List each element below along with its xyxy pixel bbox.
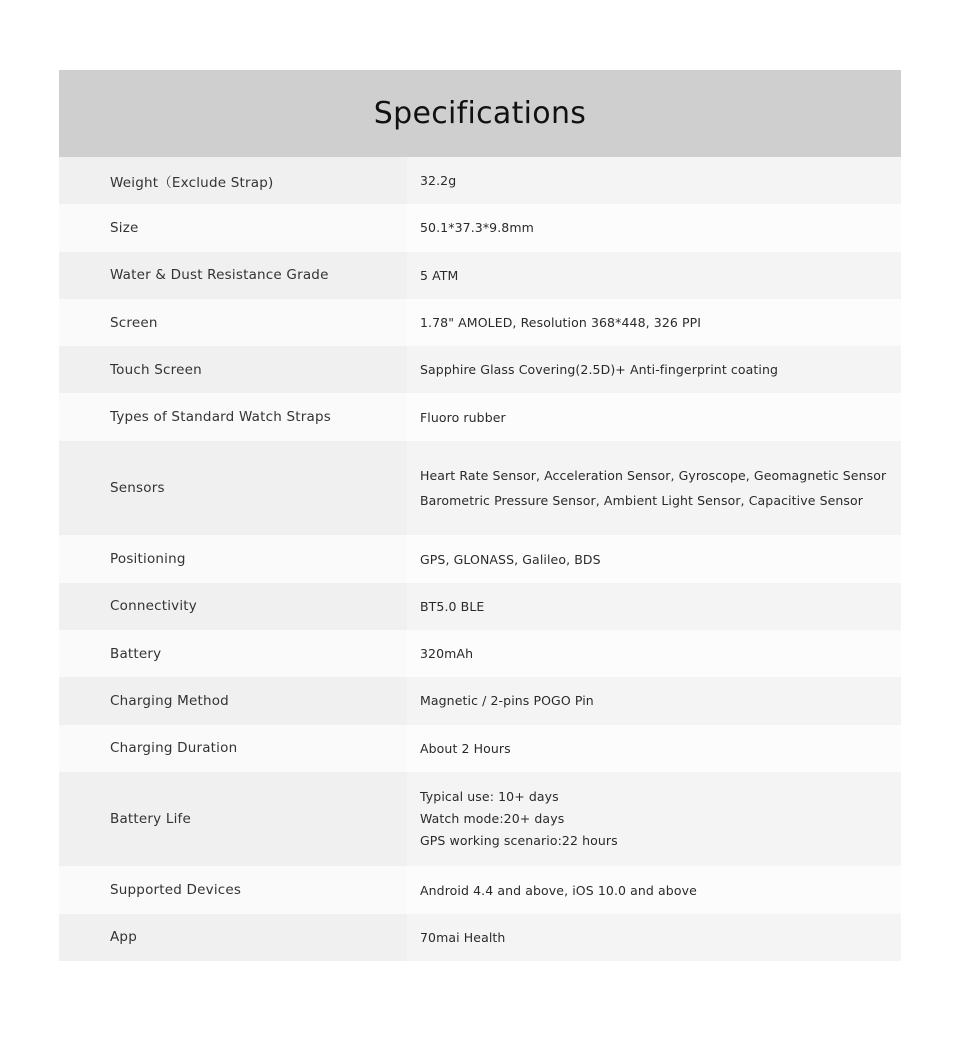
spec-value-cell	[407, 299, 901, 346]
spec-label: Size	[110, 219, 139, 236]
spec-label: App	[110, 929, 137, 946]
spec-label-cell	[59, 299, 407, 346]
spec-row-water-resistance	[59, 252, 901, 299]
spec-value-line: Heart Rate Sensor, Acceleration Sensor, Gyroscope, Geomagnetic Sensor	[420, 468, 887, 484]
spec-label-cell	[59, 583, 407, 630]
spec-label: Supported Devices	[110, 882, 242, 899]
spec-label: Screen	[110, 314, 158, 331]
spec-value: BT5.0 BLE	[420, 598, 485, 614]
spec-value: 50.1*37.3*9.8mm	[420, 220, 534, 236]
spec-row-weight	[59, 157, 901, 204]
spec-label: Weight（Exclude Strap)	[110, 174, 274, 191]
spec-label-cell	[59, 157, 407, 204]
spec-row-battery	[59, 630, 901, 677]
spec-value: 70mai Health	[420, 929, 506, 945]
spec-value: 1.78" AMOLED, Resolution 368*448, 326 PPI	[420, 315, 702, 331]
spec-value: GPS, GLONASS, Galileo, BDS	[420, 551, 601, 567]
spec-row-supported-devices	[59, 866, 901, 913]
spec-label: Battery Life	[110, 811, 191, 828]
spec-label: Charging Duration	[110, 740, 238, 757]
spec-label-cell	[59, 346, 407, 393]
spec-label-cell	[59, 725, 407, 772]
spec-value: 5 ATM	[420, 267, 459, 283]
spec-label: Battery	[110, 645, 162, 662]
specifications-header	[59, 70, 901, 157]
spec-row-sensors	[59, 441, 901, 536]
spec-value-cell	[407, 157, 901, 204]
spec-row-screen	[59, 299, 901, 346]
spec-value: About 2 Hours	[420, 740, 511, 756]
spec-value-cell	[407, 725, 901, 772]
spec-label: Charging Method	[110, 692, 229, 709]
spec-value-line: Typical use: 10+ days	[420, 789, 559, 805]
spec-label-cell	[59, 535, 407, 582]
spec-value-line: Watch mode:20+ days	[420, 811, 565, 827]
spec-row-battery-life	[59, 772, 901, 867]
spec-label: Touch Screen	[110, 361, 202, 378]
spec-value-cell	[407, 393, 901, 440]
spec-label: Connectivity	[110, 598, 197, 615]
spec-label: Water & Dust Resistance Grade	[110, 267, 329, 284]
spec-label-cell	[59, 677, 407, 724]
spec-value: 320mAh	[420, 646, 474, 662]
spec-label: Types of Standard Watch Straps	[110, 409, 331, 426]
spec-value-cell	[407, 535, 901, 582]
spec-row-positioning	[59, 535, 901, 582]
spec-row-watch-straps	[59, 393, 901, 440]
spec-value-cell	[407, 346, 901, 393]
spec-value-cell	[407, 630, 901, 677]
spec-value: Fluoro rubber	[420, 409, 506, 425]
spec-value-cell	[407, 866, 901, 913]
spec-row-size	[59, 204, 901, 251]
spec-label: Positioning	[110, 551, 186, 568]
spec-value-cell	[407, 204, 901, 251]
spec-value: Magnetic / 2-pins POGO Pin	[420, 693, 594, 709]
spec-label: Sensors	[110, 480, 165, 497]
spec-row-touch-screen	[59, 346, 901, 393]
spec-value-cell	[407, 583, 901, 630]
spec-label-cell	[59, 393, 407, 440]
spec-value: Android 4.4 and above, iOS 10.0 and above	[420, 882, 697, 898]
page-title: Specifications	[373, 96, 587, 131]
spec-value-line: Barometric Pressure Sensor, Ambient Light Sensor, Capacitive Sensor	[420, 493, 864, 509]
spec-value: Sapphire Glass Covering(2.5D)+ Anti-fingerprint coating	[420, 362, 779, 378]
spec-label-cell	[59, 204, 407, 251]
spec-value: 32.2g	[420, 173, 457, 189]
spec-label-cell	[59, 866, 407, 913]
spec-row-connectivity	[59, 583, 901, 630]
spec-label-cell	[59, 441, 407, 536]
spec-value-cell	[407, 914, 901, 961]
specifications-table	[59, 70, 901, 961]
spec-label-cell	[59, 772, 407, 867]
spec-label-cell	[59, 630, 407, 677]
spec-label-cell	[59, 914, 407, 961]
spec-value-line: GPS working scenario:22 hours	[420, 833, 618, 849]
spec-value-cell	[407, 772, 901, 867]
spec-row-charging-method	[59, 677, 901, 724]
spec-row-app	[59, 914, 901, 961]
spec-row-charging-duration	[59, 725, 901, 772]
spec-value-cell	[407, 677, 901, 724]
spec-value-cell	[407, 252, 901, 299]
spec-value-cell	[407, 441, 901, 536]
spec-label-cell	[59, 252, 407, 299]
